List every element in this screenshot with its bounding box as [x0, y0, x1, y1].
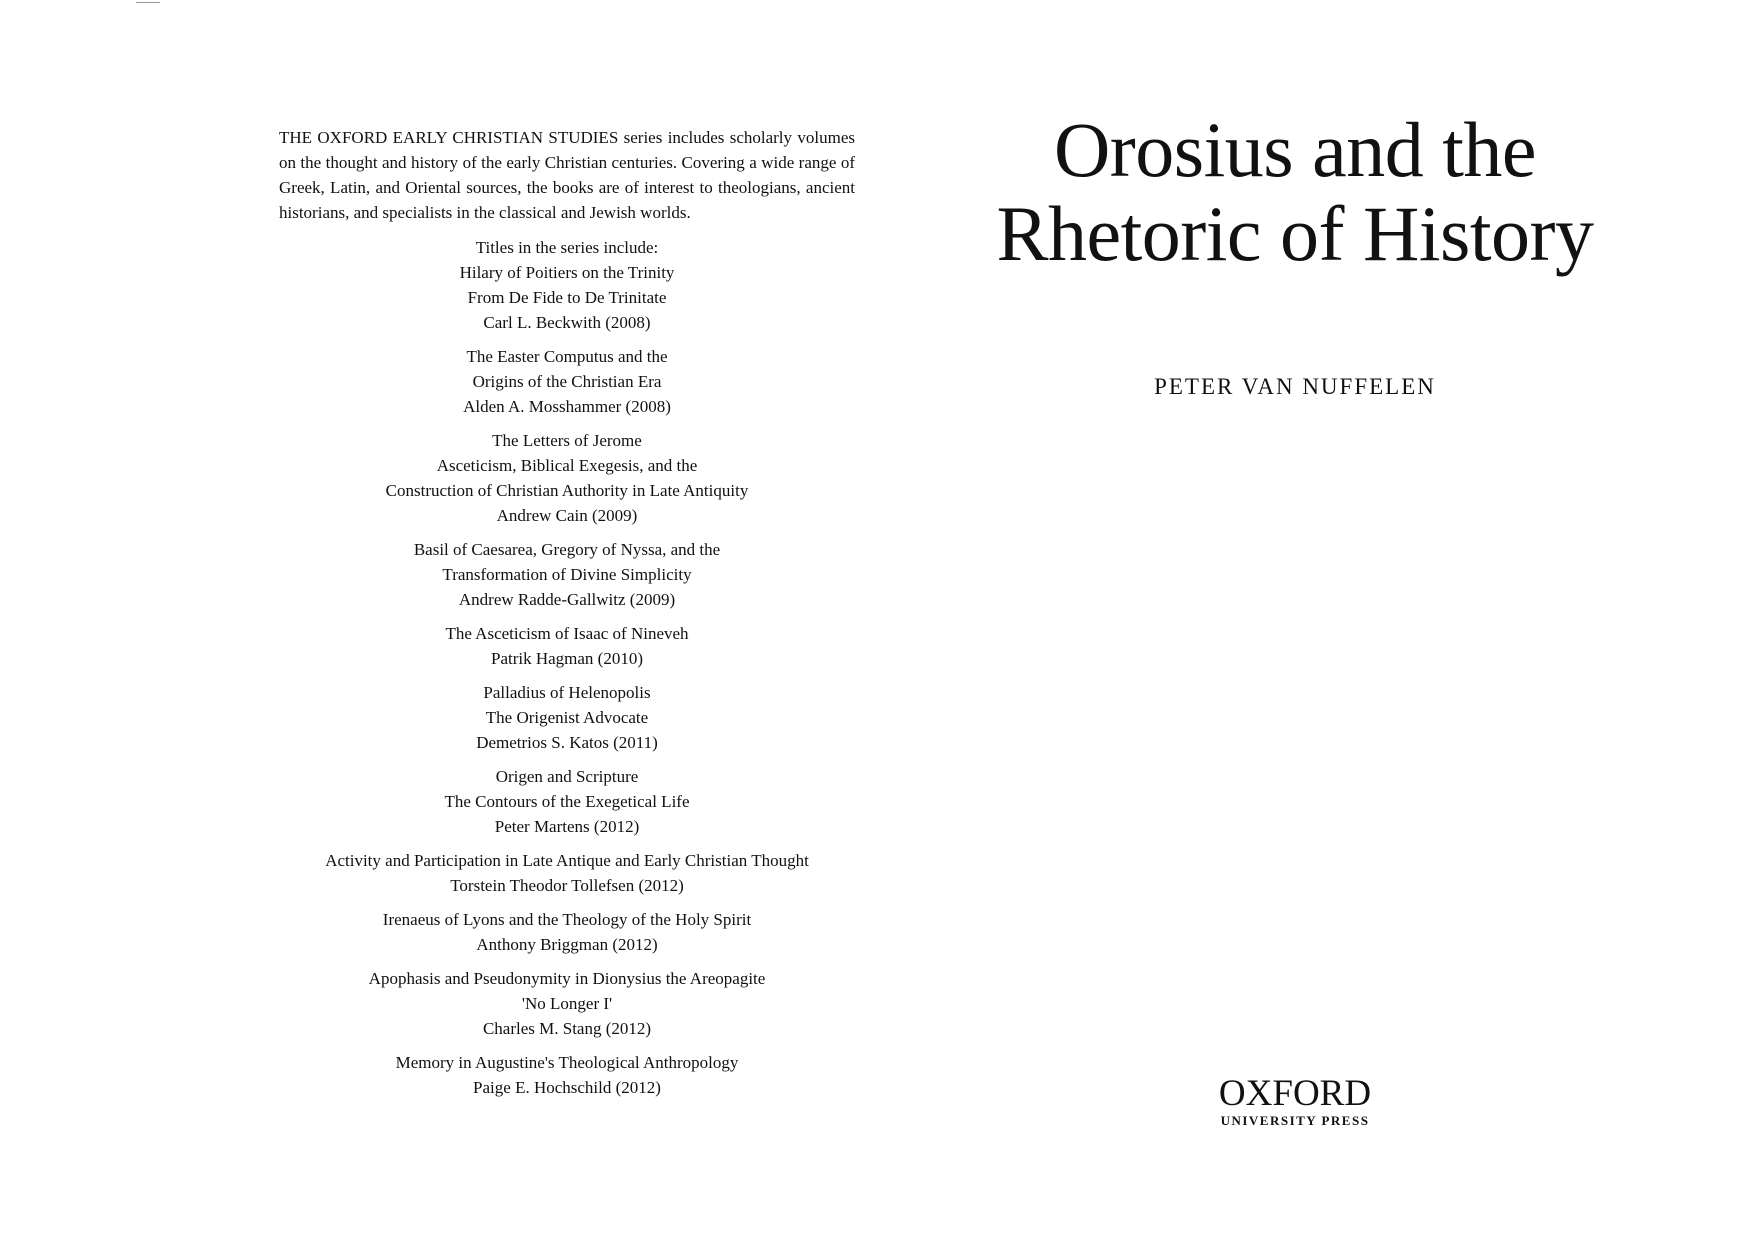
series-entry-line: Carl L. Beckwith (2008): [483, 313, 651, 332]
series-entry-line: The Origenist Advocate: [485, 708, 649, 727]
series-entry-line: Anthony Briggman (2012): [476, 935, 658, 954]
series-entry-line: Andrew Radde-Gallwitz (2009): [458, 590, 676, 609]
series-entry-line: Irenaeus of Lyons and the Theology of the Holy Spirit: [382, 910, 752, 929]
series-entry-line: Demetrios S. Katos (2011): [476, 733, 658, 752]
series-entry: [279, 907, 855, 957]
series-entry-line: Apophasis and Pseudonymity in Dionysius the Areopagite: [368, 969, 766, 988]
series-entry-line: Peter Martens (2012): [494, 817, 640, 836]
series-entry: [279, 848, 855, 898]
series-entry-line: Basil of Caesarea, Gregory of Nyssa, and the: [413, 540, 721, 559]
series-entry-line: The Contours of the Exegetical Life: [444, 792, 690, 811]
book-title-line-1: Orosius and the: [1053, 106, 1537, 193]
series-entry-line: Andrew Cain (2009): [496, 506, 638, 525]
series-entry-line: Palladius of Helenopolis: [483, 683, 651, 702]
series-entry-line: Origins of the Christian Era: [472, 372, 662, 391]
series-entry-line: Asceticism, Biblical Exegesis, and the: [436, 456, 698, 475]
publisher-name: OXFORD: [1218, 1073, 1372, 1114]
series-entry: [279, 621, 855, 671]
author-name: PETER VAN NUFFELEN: [1154, 374, 1436, 399]
titles-heading: Titles in the series include:: [475, 238, 659, 257]
series-entry-line: Charles M. Stang (2012): [482, 1019, 652, 1038]
series-entry-line: The Easter Computus and the: [466, 347, 668, 366]
series-entry-line: Torstein Theodor Tollefsen (2012): [450, 876, 684, 895]
publisher-logo: [1180, 1075, 1410, 1129]
series-entry: [279, 1050, 855, 1100]
right-page: [930, 0, 1754, 1241]
series-entry: [279, 344, 855, 419]
series-titles-list: [279, 260, 855, 1109]
book-title: [930, 108, 1660, 276]
series-entry-line: Patrik Hagman (2010): [490, 649, 644, 668]
series-intro-paragraph: THE OXFORD EARLY CHRISTIAN STUDIES series includes scholarly volumes on the thought and history of the early Christian centuries. Covering a wide range of Greek, Latin, and Oriental sources, the books are of interest to theologians, ancient historians, and specialists in the classical and Jewish worlds.: [279, 128, 855, 222]
series-entry: [279, 428, 855, 528]
series-entry-line: 'No Longer I': [521, 994, 613, 1013]
series-entry-line: Transformation of Divine Simplicity: [442, 565, 692, 584]
series-entry-line: Origen and Scripture: [495, 767, 639, 786]
series-entry-line: The Asceticism of Isaac of Nineveh: [445, 624, 689, 643]
series-entry-line: Construction of Christian Authority in Late Antiquity: [385, 481, 749, 500]
series-entry: [279, 260, 855, 335]
publisher-subtitle: UNIVERSITY PRESS: [1220, 1113, 1370, 1128]
series-entry-line: From De Fide to De Trinitate: [467, 288, 667, 307]
series-entry-line: Paige E. Hochschild (2012): [473, 1078, 661, 1097]
series-entry: [279, 764, 855, 839]
series-entry-line: Alden A. Mosshammer (2008): [463, 397, 671, 416]
series-entry-line: Activity and Participation in Late Antique and Early Christian Thought: [325, 851, 809, 870]
series-entry: [279, 680, 855, 755]
series-entry-line: Hilary of Poitiers on the Trinity: [459, 263, 675, 282]
series-entry: [279, 966, 855, 1041]
book-title-line-2: Rhetoric of History: [996, 190, 1594, 277]
series-entry-line: Memory in Augustine's Theological Anthropology: [395, 1053, 739, 1072]
series-entry-line: The Letters of Jerome: [492, 431, 642, 450]
series-entry: [279, 537, 855, 612]
